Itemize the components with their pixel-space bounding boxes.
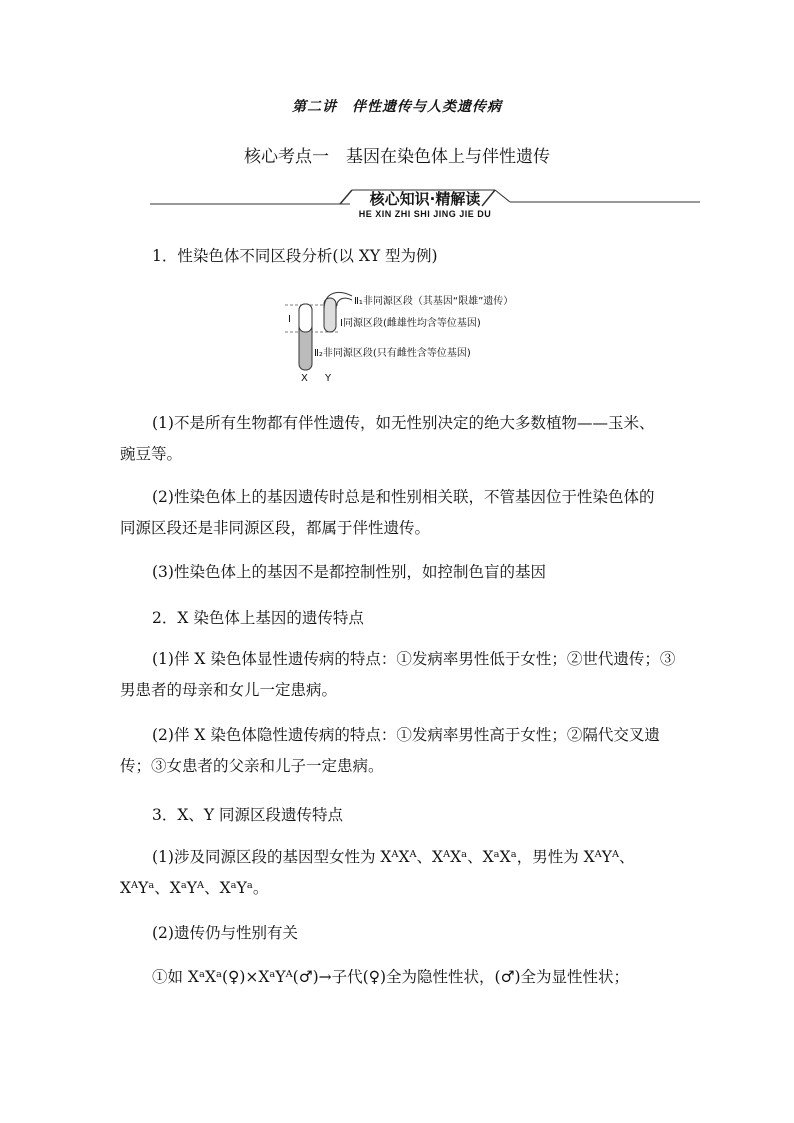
paragraph-1-3: (3)性染色体上的基因不是都控制性别，如控制色盲的基因	[152, 563, 546, 581]
paragraph-3-3: ①如 XᵃXᵃ(♀)×XᵃYᴬ(♂)→子代(♀)全为隐性性状，(♂)全为显性性状；	[152, 968, 630, 986]
label-ii2: Ⅱ₂非同源区段(只有雌性含等位基因)	[314, 348, 471, 359]
label-x: X	[301, 373, 308, 384]
paragraph-1-2: (2)性染色体上的基因遗传时总是和性别相关联，不管基因位于性染色体的 同源区段还是非同源区段，都属于伴性遗传。	[120, 488, 655, 537]
section-banner	[150, 182, 700, 222]
chromosome-diagram	[280, 288, 540, 388]
heading-section-1: 1．性染色体不同区段分析(以 XY 型为例)	[152, 247, 438, 265]
paragraph-3-1: (1)涉及同源区段的基因型女性为 XᴬXᴬ、XᴬXᵃ、XᵃXᵃ，男性为 XᴬYᴬ、 XᴬYᵃ、XᵃYᴬ、XᵃYᵃ。	[120, 848, 635, 897]
paragraph-1-1: (1)不是所有生物都有伴性遗传，如无性别决定的绝大多数植物——玉米、 豌豆等。	[120, 414, 655, 463]
lecture-title: 第二讲 伴性遗传与人类遗传病	[292, 99, 502, 115]
paragraph-3-2: (2)遗传仍与性别有关	[152, 924, 298, 942]
heading-section-2: 2．X 染色体上基因的遗传特点	[152, 609, 364, 627]
male-genotypes-1: XᴬYᴬ、	[583, 848, 635, 866]
banner-subtitle: HE XIN ZHI SHI JING JIE DU	[358, 209, 492, 219]
label-ii1: Ⅱ₁非同源区段（其基因“限雄”遗传）	[354, 296, 514, 307]
y-chromosome	[324, 298, 336, 332]
section-title: 核心考点一 基因在染色体上与伴性遗传	[244, 147, 550, 167]
paragraph-2-1: (1)伴 X 染色体显性遗传病的特点：①发病率男性低于女性；②世代遗传；③ 男患者的母亲和女儿一定患病。	[120, 650, 676, 699]
male-genotypes-2: XᴬYᵃ、XᵃYᴬ、XᵃYᵃ	[120, 879, 253, 897]
female-genotypes: XᴬXᴬ、XᴬXᵃ、XᵃXᵃ	[380, 848, 517, 866]
label-y: Y	[325, 373, 332, 384]
heading-section-3: 3．X、Y 同源区段遗传特点	[152, 806, 344, 824]
label-i-left: Ⅰ	[288, 314, 291, 325]
label-i-homologous: Ⅰ同源区段(雌雄性均含等位基因)	[340, 318, 481, 329]
paragraph-2-2: (2)伴 X 染色体隐性遗传病的特点：①发病率男性高于女性；②隔代交叉遗 传；③女患者的父亲和儿子一定患病。	[120, 726, 660, 775]
banner-title: 核心知识·精解读	[369, 190, 481, 208]
